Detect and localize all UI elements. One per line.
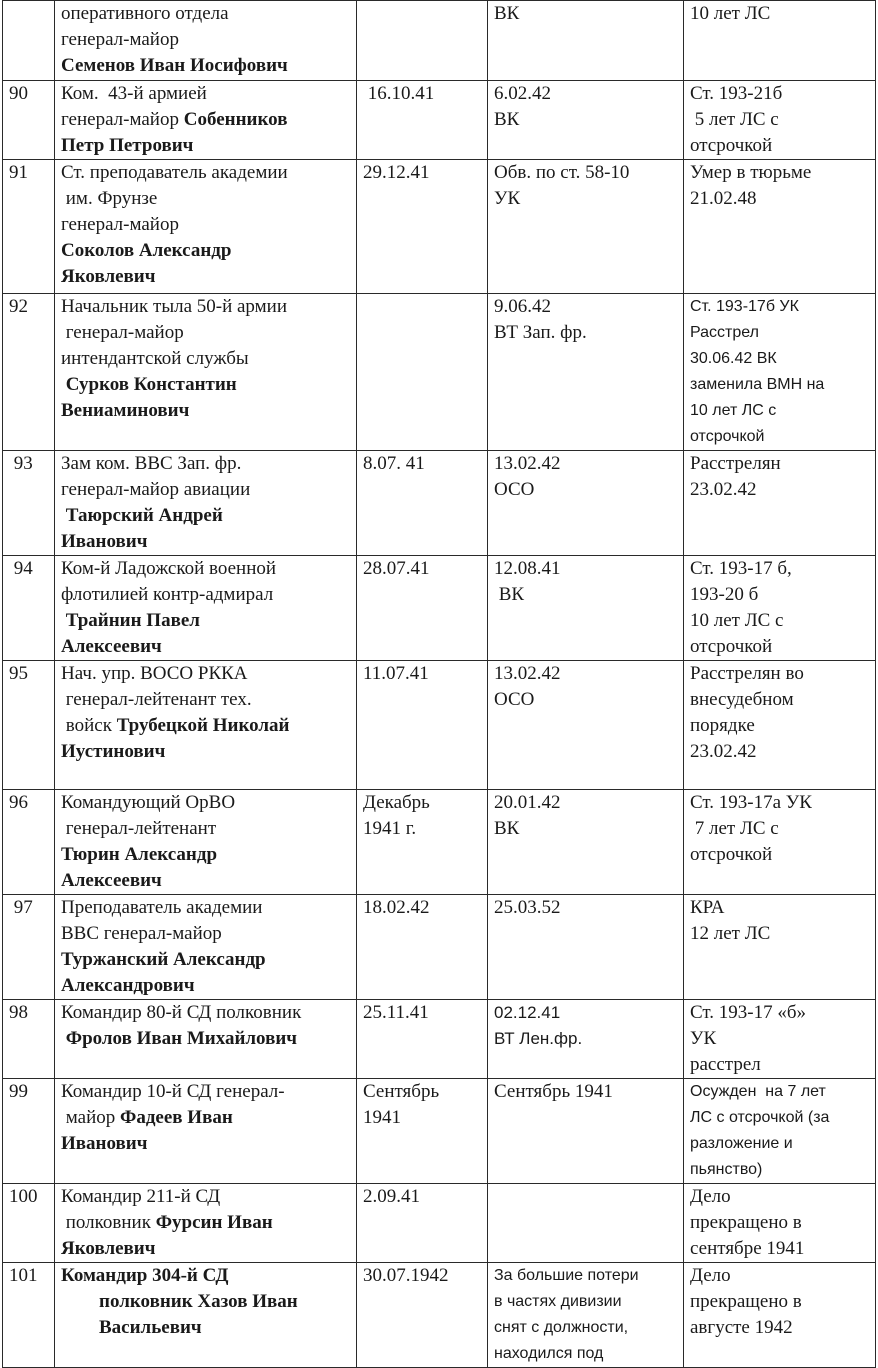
row-number-text: 96 [9, 792, 28, 813]
person-cell [55, 294, 357, 451]
person-cell [55, 451, 357, 556]
verdict-cell [684, 81, 876, 160]
arrest-date-cell [357, 1000, 488, 1079]
arrest-date: 25.11.41 [363, 1002, 429, 1023]
row-number-text: 93 [9, 453, 33, 474]
position-line: Командир 304-й СД [61, 1265, 229, 1286]
table-row [3, 160, 876, 294]
person-name: Иванович [61, 531, 148, 552]
verdict-cell [684, 160, 876, 294]
person-cell [55, 1184, 357, 1263]
court-info: 25.03.52 [494, 897, 561, 918]
verdict-cell [684, 661, 876, 790]
court-cell [488, 556, 684, 661]
verdict-info: Расстрелян во внесудебном порядке 23.02.42 [690, 663, 804, 762]
arrest-date-cell [357, 895, 488, 1000]
verdict-info: Умер в тюрьме 21.02.48 [690, 162, 812, 209]
verdict-cell [684, 1079, 876, 1184]
person-name: Яковлевич [61, 266, 156, 287]
person-name: Туржанский Александр [61, 949, 266, 970]
arrest-date-cell [357, 790, 488, 895]
verdict-info: КРА 12 лет ЛС [690, 897, 771, 944]
row-number [3, 1, 55, 81]
person-cell [55, 81, 357, 160]
row-number [3, 790, 55, 895]
verdict-info: Ст. 193-17а УК 7 лет ЛС с отсрочкой [690, 792, 812, 865]
table-row [3, 1, 876, 81]
position-line: полковник Хазов Иван [61, 1291, 298, 1312]
person-name: Вениаминович [61, 400, 190, 421]
arrest-date: Сентябрь 1941 [363, 1081, 440, 1128]
court-cell [488, 160, 684, 294]
arrest-date: 16.10.41 [363, 83, 435, 104]
verdict-info: Ст. 193-17б УК Расстрел 30.06.42 ВК заменила ВМН на 10 лет ЛС с отсрочкой [690, 298, 825, 445]
position-line: майор [61, 1107, 120, 1128]
table-row [3, 1184, 876, 1263]
row-number-text: 92 [9, 296, 28, 317]
row-number-text: 91 [9, 162, 28, 183]
verdict-info: Расстрелян 23.02.42 [690, 453, 781, 500]
person-name: Иванович [61, 1133, 148, 1154]
row-number-text: 94 [9, 558, 33, 579]
arrest-date-cell [357, 661, 488, 790]
court-cell [488, 1, 684, 81]
verdict-cell [684, 556, 876, 661]
court-cell [488, 790, 684, 895]
verdict-cell [684, 451, 876, 556]
verdict-cell [684, 1184, 876, 1263]
verdict-cell [684, 1, 876, 81]
position-line: Ком. 43-й армией [61, 83, 207, 104]
person-cell [55, 556, 357, 661]
row-number-text: 101 [9, 1265, 38, 1286]
arrest-date-cell [357, 1, 488, 81]
person-name: Соколов Александр [61, 240, 232, 261]
person-name: Алексеевич [61, 636, 162, 657]
person-cell [55, 1, 357, 81]
court-cell [488, 1079, 684, 1184]
person-name: Алексеевич [61, 870, 162, 891]
court-info: 02.12.41 ВТ Лен.фр. [494, 1003, 583, 1048]
row-number [3, 81, 55, 160]
position-line: полковник [61, 1212, 156, 1233]
row-number-text: 100 [9, 1186, 38, 1207]
court-cell [488, 294, 684, 451]
position-line: Ст. преподаватель академии [61, 162, 288, 183]
position-line: Зам ком. ВВС Зап. фр. [61, 453, 242, 474]
table-row [3, 1000, 876, 1079]
position-line: войск [61, 715, 117, 736]
person-name: Фролов Иван Михайлович [61, 1028, 298, 1049]
person-name: Иустинович [61, 741, 166, 762]
position-line: Командующий ОрВО [61, 792, 236, 813]
position-line: генерал-майор авиации [61, 479, 251, 500]
court-info: 20.01.42 ВК [494, 792, 561, 839]
row-number-text: 95 [9, 663, 28, 684]
arrest-date-cell [357, 1184, 488, 1263]
position-line: генерал-лейтенант [61, 818, 217, 839]
court-info: 9.06.42 ВТ Зап. фр. [494, 296, 587, 343]
court-cell [488, 451, 684, 556]
position-line: Нач. упр. ВОСО РККА [61, 663, 248, 684]
verdict-cell [684, 895, 876, 1000]
person-name: Сурков Константин [61, 374, 237, 395]
person-name: Яковлевич [61, 1238, 156, 1259]
verdict-cell [684, 294, 876, 451]
arrest-date-cell [357, 1079, 488, 1184]
person-name: Фадеев Иван [120, 1107, 233, 1128]
repression-table [2, 0, 876, 1368]
verdict-info: Ст. 193-21б 5 лет ЛС с отсрочкой [690, 83, 783, 156]
arrest-date: 30.07.1942 [363, 1265, 449, 1286]
row-number [3, 1263, 55, 1368]
person-name: Тюрин Александр [61, 844, 218, 865]
position-line: Командир 211-й СД [61, 1186, 221, 1207]
court-cell [488, 1263, 684, 1368]
verdict-info: Ст. 193-17 «б» УК расстрел [690, 1002, 807, 1075]
person-cell [55, 1000, 357, 1079]
verdict-info: Дело прекращено в августе 1942 [690, 1265, 802, 1338]
person-name: Собенников [183, 109, 288, 130]
table-row [3, 790, 876, 895]
table-row [3, 895, 876, 1000]
arrest-date: Декабрь 1941 г. [363, 792, 430, 839]
arrest-date-cell [357, 81, 488, 160]
verdict-info: Ст. 193-17 б, 193-20 б 10 лет ЛС с отсрочкой [690, 558, 792, 657]
row-number [3, 1000, 55, 1079]
court-cell [488, 895, 684, 1000]
position-line: генерал-майор [61, 214, 179, 235]
row-number [3, 160, 55, 294]
person-name: Таюрский Андрей [61, 505, 223, 526]
court-cell [488, 661, 684, 790]
arrest-date-cell [357, 451, 488, 556]
position-line: оперативного отдела [61, 3, 229, 24]
arrest-date: 18.02.42 [363, 897, 430, 918]
person-cell [55, 1079, 357, 1184]
court-info: 13.02.42 ОСО [494, 453, 561, 500]
position-line: Начальник тыла 50-й армии [61, 296, 287, 317]
court-info: За большие потери в частях дивизии снят с должности, находился под [494, 1267, 639, 1362]
arrest-date: 8.07. 41 [363, 453, 425, 474]
table-row [3, 661, 876, 790]
verdict-info: Осужден на 7 лет ЛС с отсрочкой (за разложение и пьянство) [690, 1083, 830, 1178]
arrest-date: 29.12.41 [363, 162, 430, 183]
court-info: 13.02.42 ОСО [494, 663, 561, 710]
person-name: Семенов Иван Иосифович [61, 55, 288, 76]
position-line: интендантской службы [61, 348, 249, 369]
verdict-info: Дело прекращено в сентябре 1941 [690, 1186, 805, 1259]
person-cell [55, 661, 357, 790]
row-number [3, 1079, 55, 1184]
person-name: Александрович [61, 975, 195, 996]
court-cell [488, 1184, 684, 1263]
person-cell [55, 160, 357, 294]
table-row [3, 294, 876, 451]
person-name: Петр Петрович [61, 135, 194, 156]
person-cell [55, 895, 357, 1000]
verdict-cell [684, 790, 876, 895]
arrest-date-cell [357, 294, 488, 451]
position-line: им. Фрунзе [61, 188, 158, 209]
court-info: 12.08.41 ВК [494, 558, 561, 605]
position-line: ВВС генерал-майор [61, 923, 222, 944]
person-name: Фурсин Иван [155, 1212, 273, 1233]
position-line: Командир 80-й СД полковник [61, 1002, 302, 1023]
row-number [3, 556, 55, 661]
arrest-date: 11.07.41 [363, 663, 429, 684]
table-row [3, 451, 876, 556]
position-line: генерал-майор [61, 29, 179, 50]
court-info: Сентябрь 1941 [494, 1081, 613, 1102]
court-info: Обв. по ст. 58-10 УК [494, 162, 630, 209]
row-number [3, 451, 55, 556]
verdict-cell [684, 1263, 876, 1368]
row-number-text: 90 [9, 83, 28, 104]
position-line: Командир 10-й СД генерал- [61, 1081, 285, 1102]
table-row [3, 556, 876, 661]
row-number [3, 294, 55, 451]
row-number [3, 895, 55, 1000]
court-info: 6.02.42 ВК [494, 83, 551, 130]
arrest-date-cell [357, 1263, 488, 1368]
row-number [3, 1184, 55, 1263]
court-cell [488, 1000, 684, 1079]
row-number-text: 99 [9, 1081, 28, 1102]
position-line: генерал-майор [61, 109, 184, 130]
person-cell [55, 1263, 357, 1368]
row-number-text: 97 [9, 897, 33, 918]
position-line: Преподаватель академии [61, 897, 263, 918]
court-cell [488, 81, 684, 160]
person-cell [55, 790, 357, 895]
position-line: Ком-й Ладожской военной [61, 558, 277, 579]
position-line: Васильевич [61, 1317, 202, 1338]
table-row [3, 81, 876, 160]
arrest-date-cell [357, 160, 488, 294]
arrest-date: 2.09.41 [363, 1186, 420, 1207]
row-number [3, 661, 55, 790]
position-line: флотилией контр-адмирал [61, 584, 274, 605]
position-line: генерал-майор [61, 322, 184, 343]
court-info: ВК [494, 3, 520, 24]
person-name: Трайнин Павел [61, 610, 200, 631]
position-line: генерал-лейтенант тех. [61, 689, 252, 710]
table-row [3, 1079, 876, 1184]
table-row [3, 1263, 876, 1368]
person-name: Трубецкой Николай [116, 715, 290, 736]
verdict-info: 10 лет ЛС [690, 3, 771, 24]
arrest-date: 28.07.41 [363, 558, 430, 579]
arrest-date-cell [357, 556, 488, 661]
verdict-cell [684, 1000, 876, 1079]
row-number-text: 98 [9, 1002, 28, 1023]
